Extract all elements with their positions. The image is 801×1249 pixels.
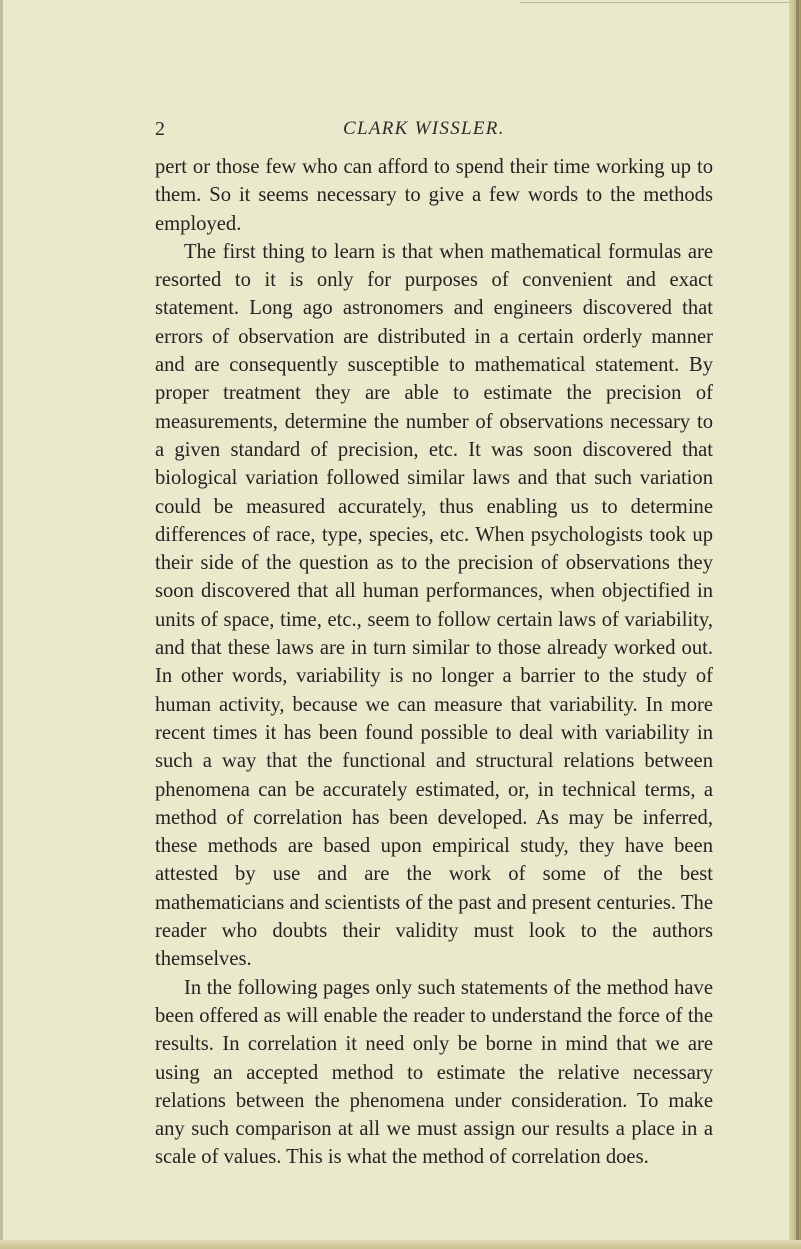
page-bottom-edge xyxy=(0,1240,801,1249)
paragraph-correlation: In the following pages only such statements of the method have been offered as will enable the reader to understand the force of the results. In correlation it need only be borne in mind that we are using an accepted method to estimate the relative necessary relations between the phenomena under consideration. To make any such comparison at all we must assign our results a place in a scale of values. This is what the method of correlation does. xyxy=(155,976,713,1169)
running-head: CLARK WISSLER. xyxy=(343,118,505,139)
paragraph-continuation: pert or those few who can afford to spend their time working up to them. So it seems necessary to give a few words to the methods employed. xyxy=(155,156,713,235)
page-top-shadow-line xyxy=(520,2,790,3)
paragraph-methods: The first thing to learn is that when mathematical formulas are resorted to it is only for purposes of convenient and exact statement. Long ago astronomers and engineers discovered that errors of observation are distributed in a certain orderly manner and are consequently susceptible to mathematical statement. By proper treatment they are able to estimate the precision of measurements, determine the number of observations necessary to a given standard of precision, etc. It was soon discovered that biological variation followed similar laws and that such variation could be measured accurately, thus enabling us to determine differences of race, type, species, etc. When psychologists took up their side of the question as to the precision of observations they soon discovered that all human performances, when objectified in units of space, time, etc., seem to follow certain laws of variability, and that these laws are in turn similar to those already worked out. In other words, variability is no longer a barrier to the study of human activity, because we can measure that variability. In more recent times it has been found possible to deal with variability in such a way that the functional and structural relations between phenomena can be accurately estimated, or, in technical terms, a method of correlation has been developed. As may be inferred, these methods are based upon empirical study, they have been attested by use and are the work of some of the best mathematicians and scientists of the past and present centuries. The reader who doubts their validity must look to the authors themselves. xyxy=(155,240,713,971)
page-header xyxy=(0,118,801,148)
page-left-edge xyxy=(0,0,3,1249)
page-number: 2 xyxy=(155,118,165,140)
page-right-shadow xyxy=(796,0,799,1249)
body-text xyxy=(155,153,713,1172)
page-right-edge xyxy=(789,0,801,1249)
